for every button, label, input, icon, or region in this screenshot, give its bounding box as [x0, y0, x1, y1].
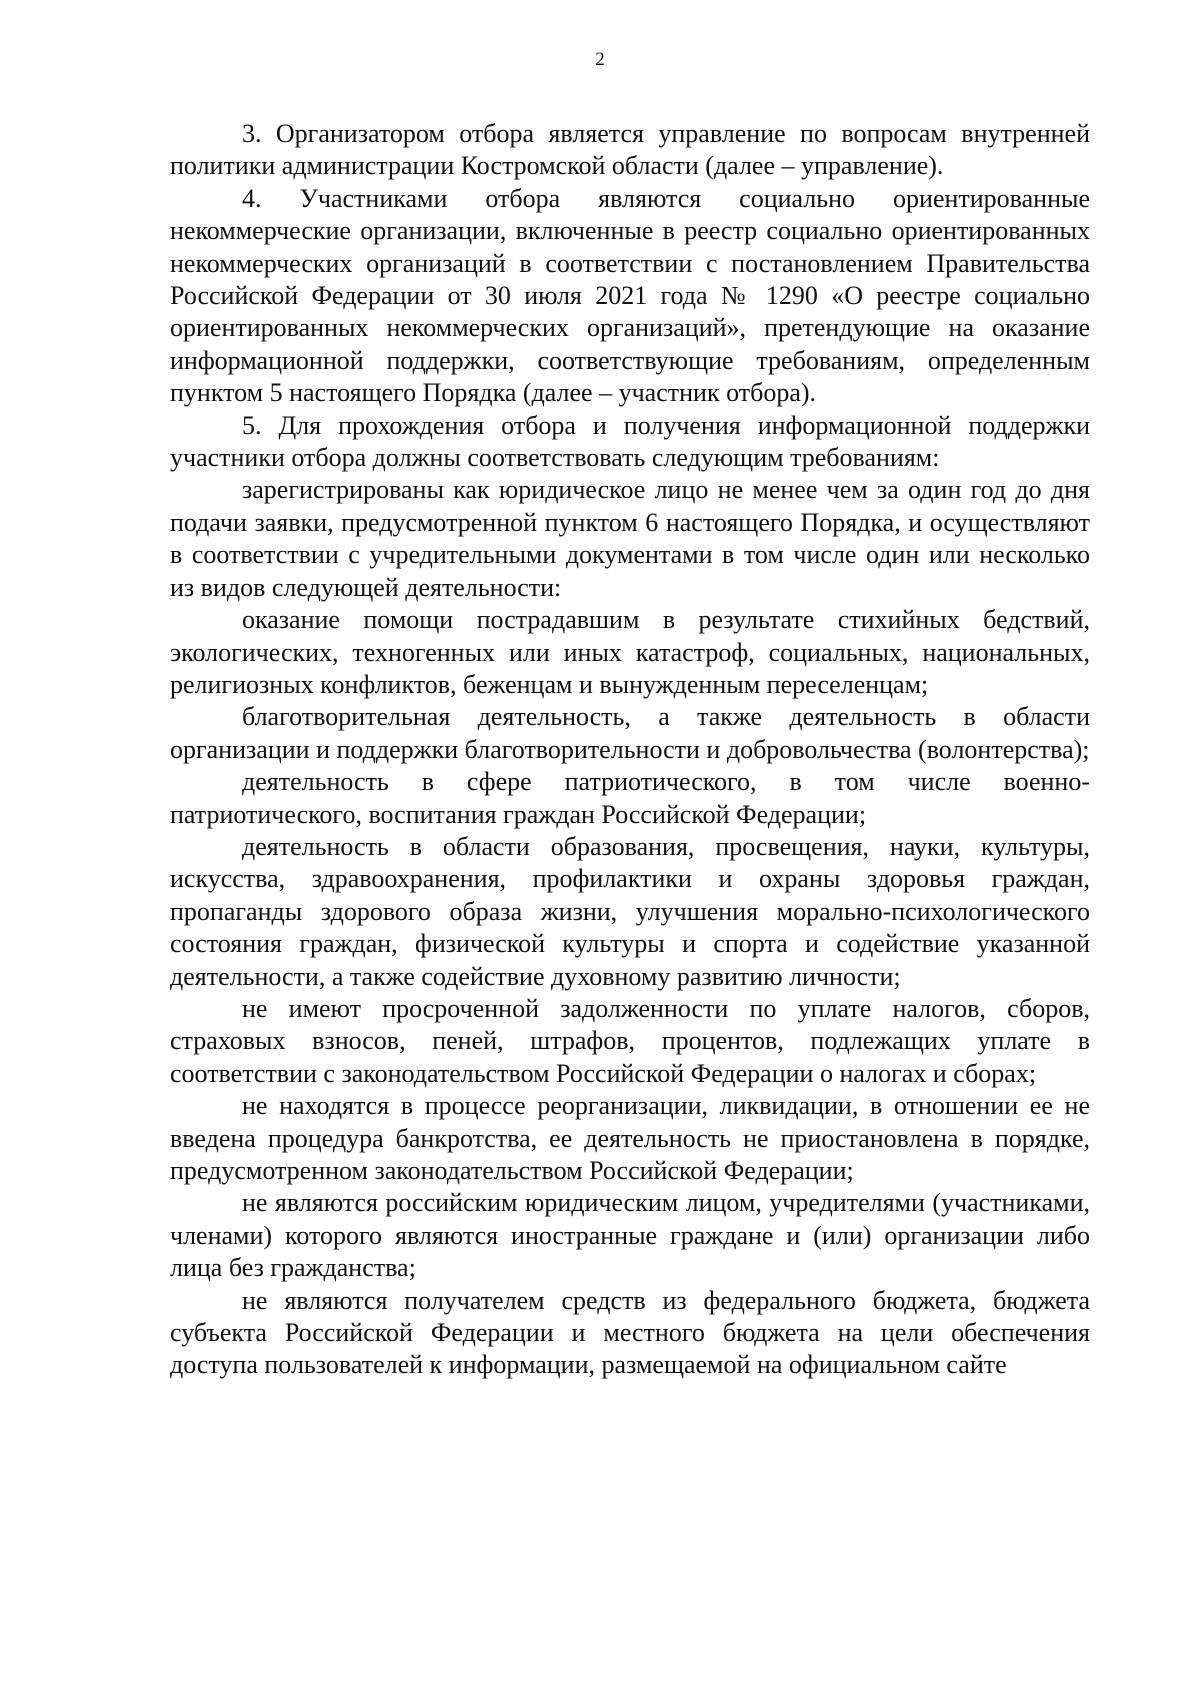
paragraph-item-3-organizer: 3. Организатором отбора является управление по вопросам внутренней политики администрации Костромской области (далее – управление).: [170, 119, 1090, 181]
paragraph-no-tax-debt: не имеют просроченной задолженности по уплате налогов, сборов, страховых взносов, пеней, штрафов, процентов, подлежащих уплате в соответствии с законодательством Российской Федерации о налогах и сборах;: [170, 993, 1090, 1088]
paragraph-item-5-requirements: 5. Для прохождения отбора и получения информационной поддержки участники отбора должны соответствовать следующим требованиям:: [170, 410, 1090, 473]
paragraph-no-reorganization: не находятся в процессе реорганизации, ликвидации, в отношении ее не введена процедура банкротства, ее деятельность не приостановлена в порядке, предусмотренном законодательством Российской Федерации;: [170, 1091, 1090, 1185]
paragraph-registered-legal-entity: зарегистрированы как юридическое лицо не менее чем за один год до дня подачи заявки, предусмотренной пунктом 6 настоящего Порядка, и осуществляют в соответствии с учредительными документами в том числе один или несколько из видов следующей деятельности:: [170, 475, 1090, 602]
document-body: [170, 118, 1090, 1382]
paragraph-no-foreign-founders: не являются российским юридическим лицом, учредителями (участниками, членами) которого являются иностранные граждане и (или) организации либо лица без гражданства;: [170, 1188, 1090, 1283]
paragraph-disaster-assistance: оказание помощи пострадавшим в результате стихийных бедствий, экологических, техногенных или иных катастроф, социальных, национальных, религиозных конфликтов, беженцам и вынужденным переселенцам;: [170, 605, 1090, 699]
paragraph-education-culture-health: деятельность в области образования, просвещения, науки, культуры, искусства, здравоохранения, профилактики и охраны здоровья граждан, пропаганды здорового образа жизни, улучшения морально-психологического состояния граждан, физической культуры и спорта и содействие указанной деятельности, а также содействие духовному развитию личности;: [170, 831, 1090, 991]
paragraph-no-budget-funds: не являются получателем средств из федерального бюджета, бюджета субъекта Российской Федерации и местного бюджета на цели обеспечения доступа пользователей к информации, размещаемой на официальном сайте: [170, 1285, 1090, 1380]
paragraph-item-4-participants: 4. Участниками отбора являются социально ориентированные некоммерческие организации, включенные в реестр социально ориентированных некоммерческих организаций в соответствии с постановлением Правительства Российской Федерации от 30 июля 2021 года № 1290 «О реестре социально ориентированных некоммерческих организаций», претендующие на оказание информационной поддержки, соответствующие требованиям, определенным пунктом 5 настоящего Порядка (далее – участник отбора).: [170, 183, 1090, 408]
page-number: 2: [595, 49, 605, 70]
paragraph-charity-activity: благотворительная деятельность, а также деятельность в области организации и поддержки благотворительности и добровольчества (волонтерства);: [170, 702, 1090, 764]
paragraph-patriotic-education: деятельность в сфере патриотического, в том числе военно-патриотического, воспитания граждан Российской Федерации;: [170, 767, 1090, 829]
